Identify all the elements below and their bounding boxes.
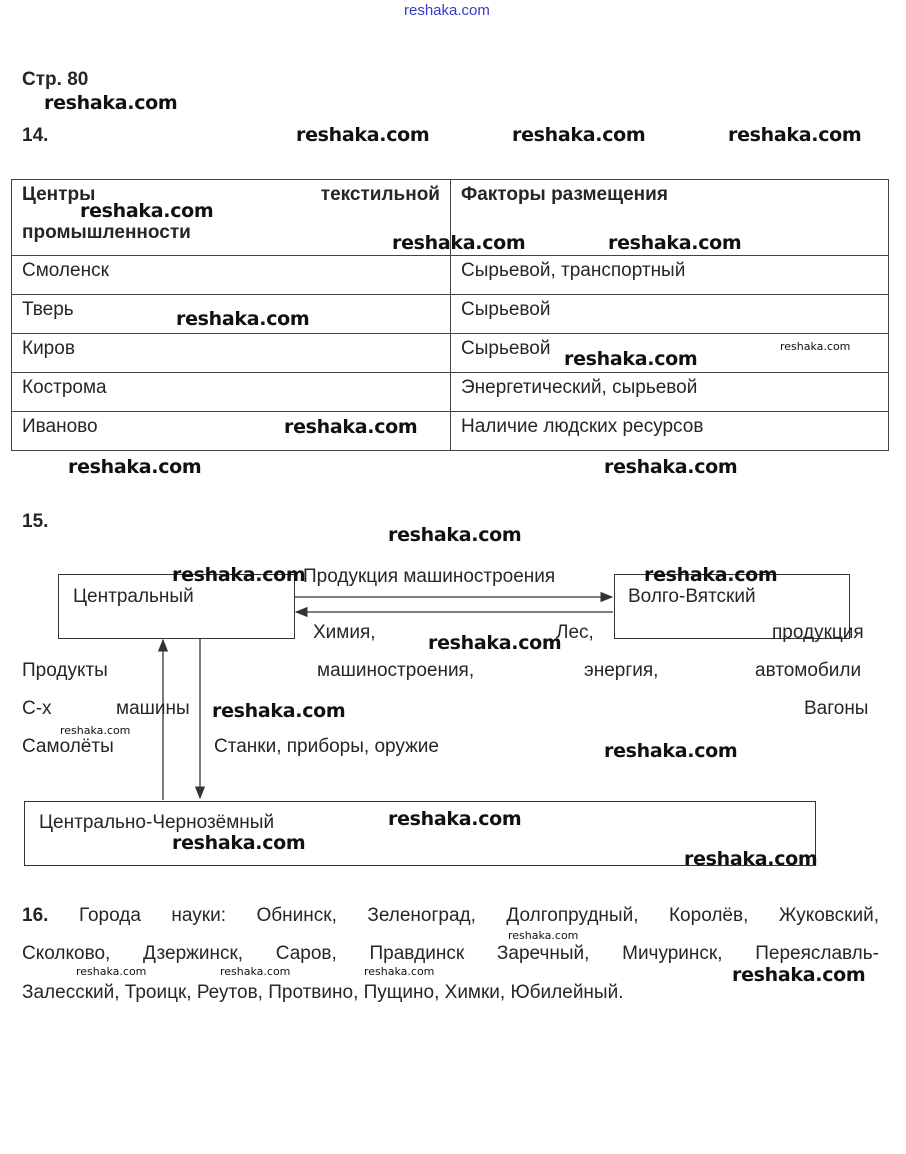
label-chemistry: Химия, [313, 622, 376, 643]
box-chernozem-label: Центрально-Чернозёмный [39, 812, 275, 833]
factor-cell: Сырьевой [451, 295, 889, 334]
factor-cell: Сырьевой [451, 334, 889, 373]
watermark: reshaka.com [172, 832, 306, 854]
watermark: reshaka.com [176, 308, 310, 330]
label-agri: С-х [22, 698, 52, 719]
city-cell: Киров [12, 334, 451, 373]
watermark: reshaka.com [780, 340, 851, 353]
factor-cell: Наличие людских ресурсов [451, 412, 889, 451]
header-factors: Факторы размещения [451, 180, 889, 256]
task-15-number: 15. [22, 511, 49, 532]
watermark: reshaka.com [76, 965, 147, 978]
watermark: reshaka.com [60, 724, 131, 737]
watermark: reshaka.com [604, 456, 738, 478]
watermark: reshaka.com [212, 700, 346, 722]
city-cell: Тверь [12, 295, 451, 334]
task-14-number: 14. [22, 125, 49, 146]
watermark: reshaka.com [296, 124, 430, 146]
header-word: Центры [22, 184, 96, 205]
label-machines: машины [116, 698, 190, 719]
city-cell: Смоленск [12, 256, 451, 295]
watermark: reshaka.com [604, 740, 738, 762]
watermark: reshaka.com [564, 348, 698, 370]
label-cars: автомобили [755, 660, 862, 681]
header-word: текстильной [320, 184, 440, 205]
watermark: reshaka.com [392, 232, 526, 254]
watermark: reshaka.com [388, 808, 522, 830]
task-16-line-3: Залесский, Троицк, Реутов, Протвино, Пущино, Химки, Юбилейный. [22, 982, 624, 1003]
label-planes: Самолёты [22, 736, 114, 757]
label-products: Продукты [22, 660, 108, 681]
watermark: reshaka.com [644, 564, 778, 586]
box-central-label: Центральный [73, 586, 194, 607]
task-16-line-2: Сколково, Дзержинск, Саров, Правдинск Заречный, Мичуринск, Переяславль- [22, 943, 879, 964]
label-wagons: Вагоны [804, 698, 869, 719]
label-production: продукция [772, 622, 864, 643]
site-header-link[interactable]: reshaka.com [404, 2, 490, 19]
box-volgo-label: Волго-Вятский [628, 586, 756, 607]
label-tools: Станки, приборы, оружие [214, 736, 439, 757]
label-energy: энергия, [584, 660, 659, 681]
watermark: reshaka.com [284, 416, 418, 438]
watermark: reshaka.com [728, 124, 862, 146]
header-word: промышленности [22, 222, 191, 243]
watermark: reshaka.com [732, 964, 866, 986]
watermark: reshaka.com [44, 92, 178, 114]
arrow-label-machinery: Продукция машиностроения [303, 566, 556, 587]
watermark: reshaka.com [220, 965, 291, 978]
watermark: reshaka.com [364, 965, 435, 978]
city-cell: Иваново [12, 412, 451, 451]
watermark: reshaka.com [172, 564, 306, 586]
watermark: reshaka.com [68, 456, 202, 478]
label-machinery: машиностроения, [317, 660, 475, 681]
watermark: reshaka.com [512, 124, 646, 146]
city-cell: Кострома [12, 373, 451, 412]
factor-cell: Энергетический, сырьевой [451, 373, 889, 412]
watermark: reshaka.com [80, 200, 214, 222]
task-16-line-1 [22, 905, 879, 927]
watermark: reshaka.com [388, 524, 522, 546]
task-16-text: Города науки: Обнинск, Зеленоград, Долгопрудный, Королёв, Жуковский, [78, 905, 880, 926]
watermark: reshaka.com [684, 848, 818, 870]
watermark: reshaka.com [608, 232, 742, 254]
task-16-number: 16. [22, 905, 49, 926]
label-forest: Лес, [556, 622, 594, 643]
page-label: Стр. 80 [22, 69, 89, 90]
factor-cell: Сырьевой, транспортный [451, 256, 889, 295]
watermark: reshaka.com [508, 929, 579, 942]
watermark: reshaka.com [428, 632, 562, 654]
